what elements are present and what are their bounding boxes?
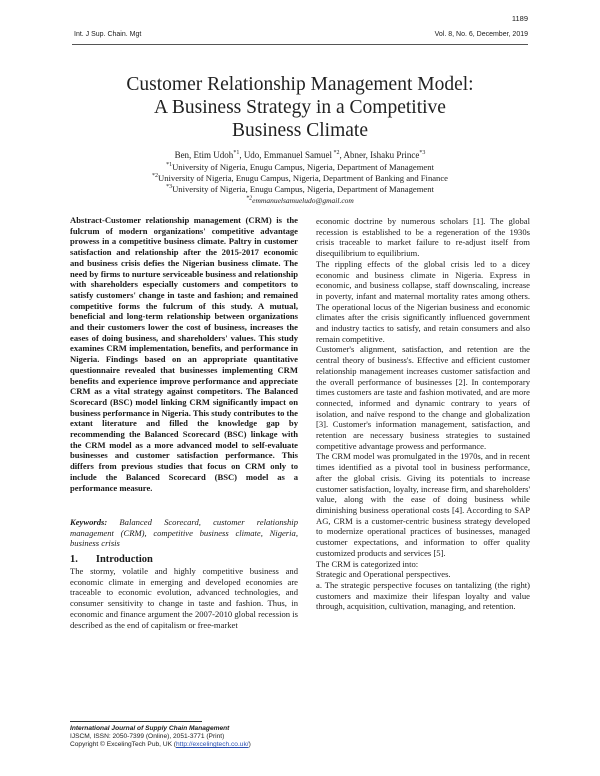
paragraph: The CRM is categorized into: bbox=[316, 558, 419, 569]
volume-info: Vol. 8, No. 6, December, 2019 bbox=[434, 31, 528, 38]
affiliation-3 bbox=[70, 184, 530, 195]
email-sup: *2 bbox=[246, 195, 253, 202]
affiliation-2-sup: *2 bbox=[152, 173, 159, 180]
author-list bbox=[70, 150, 530, 161]
keywords-text: Balanced Scorecard, customer relationship management (CRM), competitive business climate, Nigeria, business crisis bbox=[70, 517, 298, 549]
journal-abbreviation: Int. J Sup. Chain. Mgt bbox=[74, 31, 142, 38]
paragraph: economic doctrine by numerous scholars [1]. The global recession is established to be a regeneration of the 1930s crisis traceable to market failure to re-adjust itself from disequilibrium to equilibrium. bbox=[316, 216, 530, 259]
footer-copyright bbox=[70, 741, 251, 749]
author-1: Ben, Etim Udoh bbox=[174, 150, 234, 160]
author-3: , Abner, Ishaku Prince bbox=[339, 150, 420, 160]
affiliation-1 bbox=[70, 162, 530, 173]
affiliation-1-sup: *1 bbox=[166, 162, 173, 169]
paragraph: The rippling effects of the global crisis led to a dicey economic and business climate in Nigeria. Express in economic, and business collapse, staff downscaling, increase in poverty, infant and maternal mortality rates among others. The operational locus of the Nigerian business and economic climates after the crisis significantly influenced government and industry tactics to satisfy, and retain consumers and also remain competitive. bbox=[316, 258, 530, 344]
footer-rule bbox=[70, 721, 202, 722]
page-number: 1189 bbox=[511, 14, 528, 23]
paragraph: a. The strategic perspective focuses on tantalizing (the right) customers and maximize their lifespan loyalty and value through, acquisition, cultivation, managing, and retention. bbox=[316, 579, 530, 612]
publisher-link[interactable]: http://excelingtech.co.uk/ bbox=[176, 741, 249, 748]
contact-email bbox=[70, 196, 530, 205]
footer-journal: International Journal of Supply Chain Management bbox=[70, 725, 230, 732]
introduction-text: The stormy, volatile and highly competitive business and economic climate in emerging and developed economies are traceable to economic evolution, advanced technologies, and consumer sensitivity to change in taste and fashion. Thus, in economic and finance argument the 2007-2010 global recession is described as the end of capitalism or free-market bbox=[70, 566, 298, 630]
right-column bbox=[316, 216, 530, 612]
affiliation-3-text: University of Nigeria, Enugu Campus, Nigeria, Department of Management bbox=[172, 184, 434, 194]
author-2-sup: *2 bbox=[332, 150, 340, 156]
email-text: emmanuelsamueludo@gmail.com bbox=[252, 196, 354, 205]
paper-title bbox=[70, 73, 530, 142]
author-3-sup: *3 bbox=[419, 150, 426, 156]
paragraph: The CRM model was promulgated in the 1970s, and in recent times identified as a pivotal tool in business performance, after the global crisis. Giving its potentials to increase customer satisfaction, loyalty, increase firm, and shareholders' value, along with the ease of doing business while diminishing business operational costs [4]. According to SAP AG, CRM is a customer-centric business strategy developed to modernize operational practices of businesses, managed customer expectations, and information to offer quality customized products and services [5]. bbox=[316, 451, 530, 558]
header-rule bbox=[72, 44, 528, 45]
author-2: , Udo, Emmanuel Samuel bbox=[239, 150, 333, 160]
affiliation-3-sup: *3 bbox=[166, 184, 173, 191]
section-heading bbox=[70, 554, 153, 565]
title-line-2: A Business Strategy in a Competitive bbox=[154, 97, 446, 118]
copyright-end: ) bbox=[248, 741, 251, 748]
copyright-text: Copyright © ExcelingTech Pub, UK ( bbox=[70, 741, 177, 748]
keywords bbox=[70, 517, 298, 549]
title-line-1: Customer Relationship Management Model: bbox=[126, 74, 474, 95]
affiliation-2 bbox=[70, 173, 530, 184]
title-line-3: Business Climate bbox=[232, 120, 368, 141]
abstract: Abstract-Customer relationship management (CRM) is the fulcrum of modern organizations' competitive advantage prowess in a competitive business climate. Paltry in customer satisfaction and relationship after the 2015-2017 economic and business crisis defies the Nigerian business climate. The need by firms to nurture serviceable business and relationship with shareholders especially customers and competitors to satisfy customers' change in taste and fashion; and remained competitive forms the fulcrum of this study. A mutual, beneficial and long-term relationship between organizations and their customers lower the cost of business, increases the eases of doing business, and shareholders' values. This study examines CRM implementation, benefits, and performance in Nigeria. Findings based on an appropriate quantitative questionnaire revealed that businesses implementing CRM benefits and experience improve performance and appreciate CRM as a vital strategy against competitors. The Balanced Scorecard (BSC) model linking CRM significantly impact on business performance in Nigeria. This study contributes to the extant literature and filled the knowledge gap by recommending the Balanced Scorecard (BSC) linkage with the CRM model as a more advanced model to self-evaluate businesses and customer satisfaction performance. This differs from previous studies that focus on CRM only to include the Balanced Scorecard (BSC) model as a performance measure. bbox=[70, 215, 298, 493]
affiliation-2-text: University of Nigeria, Enugu Campus, Nigeria, Department of Banking and Finance bbox=[158, 173, 448, 183]
author-1-sup: *1 bbox=[233, 150, 240, 156]
paragraph: Strategic and Operational perspectives. bbox=[316, 569, 451, 580]
affiliation-1-text: University of Nigeria, Enugu Campus, Nigeria, Department of Management bbox=[172, 162, 434, 172]
keywords-label: Keywords: bbox=[70, 517, 108, 527]
section-number: 1. bbox=[70, 554, 78, 565]
section-title: Introduction bbox=[95, 554, 153, 565]
paragraph: Customer's alignment, satisfaction, and retention are the central theory of business's. Effective and efficient customer relationship management increases customer satisfaction and the overall performance of businesses [2]. In contemporary times customers are taste and fashion motivated, and are more connected, informed and dynamic contrary to years of isolation, and naïve respond to the change and globalization [3]. Customer's information management, satisfaction, and retention are necessary business strategies to sustained competitive advantage prowess and performance. bbox=[316, 344, 530, 451]
footer-issn: IJSCM, ISSN: 2050-7399 (Online), 2051-3771 (Print) bbox=[70, 733, 225, 740]
